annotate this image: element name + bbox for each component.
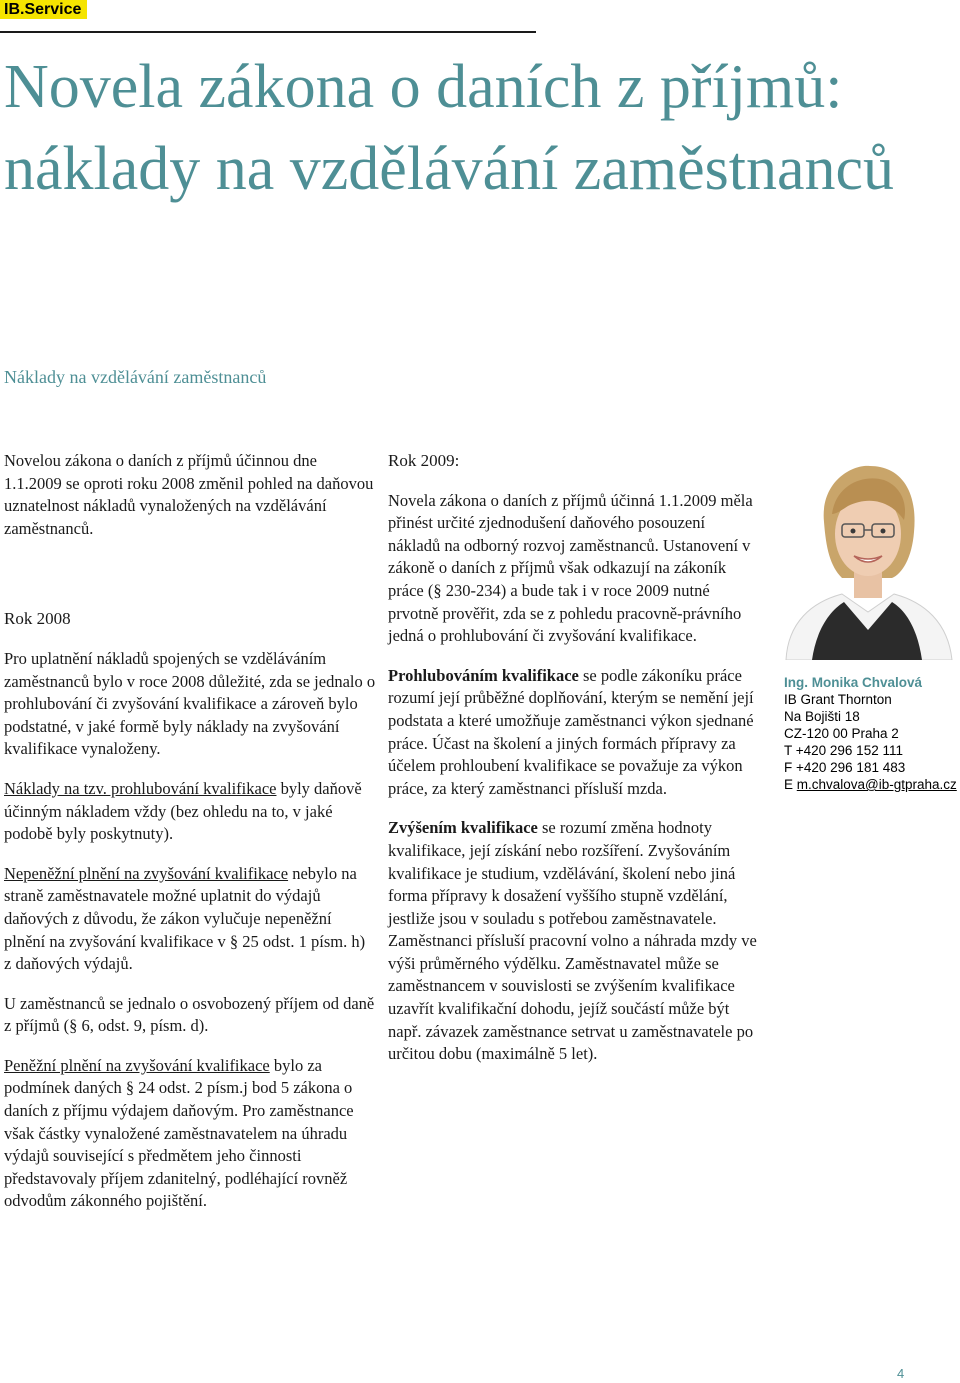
page-title: Novela zákona o daních z příjmů: náklady na vzdělávání zaměstnanců [4, 53, 894, 203]
bold-term-zvysenim: Zvýšením kvalifikace [388, 818, 538, 838]
author-photo [772, 462, 960, 660]
contact-company: IB Grant Thornton [784, 692, 892, 707]
paragraph-2009: Novela zákona o daních z příjmů účinná 1.1.2009 měla přinést určité zjednodušení daňového posouzení nákladů na odborný rozvoj zaměstnanců. Ustanovení v zákoně o daních z příjmů však odkazují na zákoník práce (§ 230-234) a bude tak i v roce 2009 nutné prvotně prověřit, zda se z pohledu pracovně-právního jedná o prohlubování či zvyšování kvalifikace. [388, 490, 753, 646]
paragraph-prohlubovani: Náklady na tzv. prohlubování kvalifikace byly daňově účinným nákladem vždy (bez ohledu na to, v jaké podobě byly poskytnuty). [4, 778, 362, 844]
contact-card [784, 674, 957, 793]
page-number: 4 [897, 1366, 905, 1381]
paragraph-2008: Pro uplatnění nákladů spojených se vzděláváním zaměstnanců bylo v roce 2008 důležité, zda se jednalo o prohlubování či zvyšování kvalifikace a zároveň bylo podstatné, v jaké formě byly náklady na zvyšování kvalifikace vynaloženy. [4, 648, 376, 759]
bold-term-prohlubovanim: Prohlubováním kvalifikace [388, 665, 579, 685]
contact-phone: T +420 296 152 111 [784, 743, 903, 758]
contact-city: CZ-120 00 Praha 2 [784, 726, 899, 741]
underlined-term-prohlubovani: Náklady na tzv. prohlubování kvalifikace [4, 778, 277, 798]
left-column [4, 450, 376, 1213]
underlined-term-penezni: Peněžní plnění na zvyšování kvalifikace [4, 1055, 270, 1075]
paragraph-zvysenim: Zvýšením kvalifikace se rozumí změna hodnoty kvalifikace, její získání nebo rozšíření. Zvyšováním kvalifikace je studium, vzdělávání, školení nebo jiná forma přípravy k dosažení vyššího stupně vzdělání, jestliže jsou v souladu s potřebou zaměstnavatele. Zaměstnanci přísluší pracovní volno a náhrada mzdy ve výši průměrného výdělku. Zaměstnavatel může se zaměstnancem v souvislosti se zvýšením kvalifikace uzavřít kvalifikační dohodu, jejíž součástí může být např. závazek zaměstnance setrvat u zaměstnavatele po určitou dobu (maximálně 5 let). [388, 818, 757, 1064]
header-divider [0, 31, 536, 33]
middle-column [388, 450, 758, 1066]
email-link[interactable]: m.chvalova@ib-gtpraha.cz [796, 777, 957, 792]
paragraph-nepenezni: Nepeněžní plnění na zvyšování kvalifikace nebylo na straně zaměstnavatele možné uplatnit do výdajů daňových z důvodu, že zákon vylučuje nepeněžní plnění na zvyšování kvalifikace v § 25 odst. 1 písm. h) z daňových výdajů. [4, 863, 366, 974]
intro-paragraph: Novelou zákona o daních z příjmů účinnou dne 1.1.2009 se oproti roku 2008 změnil pohled na daňovou uznatelnost nákladů vynaložených na vzdělávání zaměstnanců. [4, 451, 374, 538]
heading-2009: Rok 2009: [388, 451, 460, 470]
heading-2008: Rok 2008 [4, 609, 71, 629]
paragraph-osvobozeny: U zaměstnanců se jednalo o osvobozený příjem od daně z příjmů (§ 6, odst. 9, písm. d). [4, 993, 375, 1036]
section-subtitle: Náklady na vzdělávání zaměstnanců [4, 367, 267, 387]
brand-logo: IB.Service [0, 0, 87, 19]
paragraph-penezni: Peněžní plnění na zvyšování kvalifikace bylo za podmínek daných § 24 odst. 2 písm.j bod 5 zákona o daních z příjmu výdajem daňovým. Pro zaměstnance však částky vynaložené zaměstnavatelem na úhradu výdajů související s předmětem jeho činnosti představovaly příjem zdanitelný, podléhající rovněž odvodům zákonného pojištění. [4, 1055, 354, 1211]
contact-name: Ing. Monika Chvalová [784, 675, 923, 690]
contact-street: Na Bojišti 18 [784, 709, 860, 724]
underlined-term-nepenezni: Nepeněžní plnění na zvyšování kvalifikace [4, 863, 289, 883]
person-portrait-icon [772, 462, 960, 660]
paragraph-prohlubovanim: Prohlubováním kvalifikace se podle zákoníku práce rozumí její průběžné doplňování, kterým se nemění její podstata a které umožňuje zaměstnanci výkon sjednané práce. Účast na školení a jiných formách přípravy za účelem prohloubení kvalifikace se považuje za výkon práce, za který zaměstnanci přísluší mzda. [388, 665, 754, 798]
contact-email-line: E m.chvalova@ib-gtpraha.cz [784, 777, 957, 792]
contact-fax: F +420 296 181 483 [784, 760, 906, 775]
